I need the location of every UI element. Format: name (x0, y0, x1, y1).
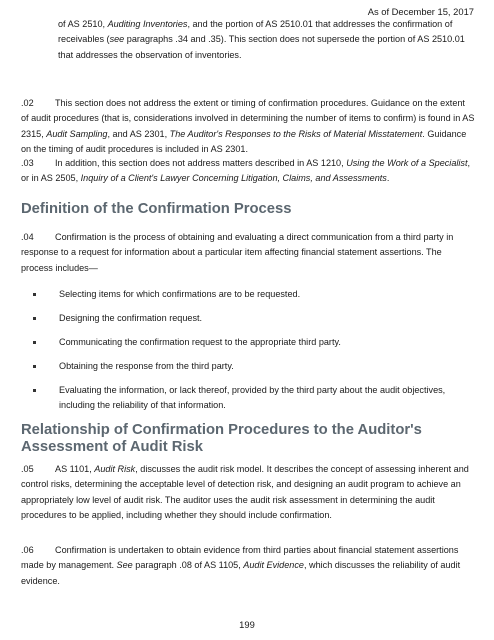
bullet-text: Obtaining the response from the third party. (59, 361, 234, 371)
text-segment: , and AS 2301, (107, 128, 170, 139)
italic-reference: Audit Sampling (46, 128, 108, 139)
text-segment: , which discusses the reliability of audit evidence. (21, 560, 461, 586)
text-segment: Confirmation is undertaken to obtain evidence from third parties about financial statement assertions made by management. (21, 545, 459, 571)
bullet-icon (33, 317, 36, 320)
heading-definition: Definition of the Confirmation Process (21, 201, 292, 217)
paragraph-05 (21, 462, 475, 523)
text-segment: . (386, 173, 390, 184)
page-header-date: As of December 15, 2017 (367, 6, 474, 17)
italic-reference: Using the Work of a Specialist (346, 158, 468, 168)
bullet-icon (33, 389, 36, 392)
italic-reference: Auditing Inventories (107, 19, 188, 29)
heading-relationship: Relationship of Confirmation Procedures to the Auditor's Assessment of Audit Risk (21, 422, 422, 455)
list-item (33, 335, 473, 350)
text-segment: paragraph .08 of AS 1105, (132, 560, 244, 571)
paragraph-number: .05 (21, 464, 34, 474)
text-segment: , discusses the audit risk model. It describes the concept of assessing inherent and control risks, determining the acceptable level of detection risk, and designing an audit program to achieve an appropriately low level of audit risk. The auditor uses the audit risk assessment in determining the audit procedures to be applied, including whether they should include confirmation. (21, 464, 469, 520)
bullet-item (33, 287, 473, 302)
paragraph-number: .04 (21, 232, 34, 242)
paragraph-number: .02 (21, 98, 34, 108)
bullet-item (33, 383, 473, 414)
bullet-item (33, 335, 473, 350)
list-item (33, 311, 473, 326)
italic-reference: Audit Risk (94, 464, 136, 474)
continuation-paragraph (58, 17, 474, 63)
bullet-text: Evaluating the information, or lack thereof, provided by the third party about the audit objectives, including the reliability of that information. (59, 385, 446, 411)
paragraph-03 (21, 156, 475, 187)
paragraph-02 (21, 96, 475, 157)
italic-reference: Audit Evidence (243, 560, 304, 571)
bullet-item (33, 311, 473, 326)
list-item (33, 287, 473, 302)
text-segment: of AS 2510, (58, 19, 108, 29)
text-segment: , or in AS 2505, (21, 158, 471, 184)
bullet-item (33, 359, 473, 374)
text-segment: . Guidance on the timing of audit procedures is included in AS 2301. (21, 128, 467, 154)
bullet-text: Communicating the confirmation request to the appropriate third party. (59, 337, 341, 347)
bullet-text: Selecting items for which confirmations are to be requested. (59, 289, 301, 299)
italic-see: see (109, 34, 125, 45)
text-segment: This section does not address the extent or timing of confirmation procedures. Guidance on the extent of audit procedures (that is, considerations involved in determining the number of items to confirm) is found in AS 2315, (21, 98, 475, 139)
bullet-icon (33, 293, 36, 296)
paragraph-06 (21, 543, 475, 589)
page-number: 199 (239, 618, 255, 630)
text-segment: paragraphs .34 and .35). This section does not supersede the portion of AS 2510.01 that addresses the observation of inventories. (58, 34, 465, 60)
italic-reference: The Auditor's Responses to the Risks of Material Misstatement (169, 128, 423, 139)
paragraph-number: .06 (21, 545, 34, 555)
bullet-icon (33, 365, 36, 368)
italic-see: See (116, 560, 133, 571)
text-segment: AS 1101, (55, 464, 95, 474)
list-item (33, 359, 473, 374)
paragraph-number: .03 (21, 158, 34, 168)
bullet-icon (33, 341, 36, 344)
text-segment: Confirmation is the process of obtaining and evaluating a direct communication from a third party in response to a request for information about a particular item affecting financial statement assertions. The process includes— (21, 232, 454, 273)
bullet-text: Designing the confirmation request. (59, 313, 203, 323)
paragraph-04 (21, 230, 475, 276)
text-segment: In addition, this section does not address matters described in AS 1210, (55, 158, 347, 168)
italic-reference: Inquiry of a Client's Lawyer Concerning Litigation, Claims, and Assessments (80, 173, 387, 184)
list-item (33, 383, 473, 414)
text-segment: , and the portion of AS 2510.01 that addresses the confirmation of receivables ( (58, 19, 453, 45)
